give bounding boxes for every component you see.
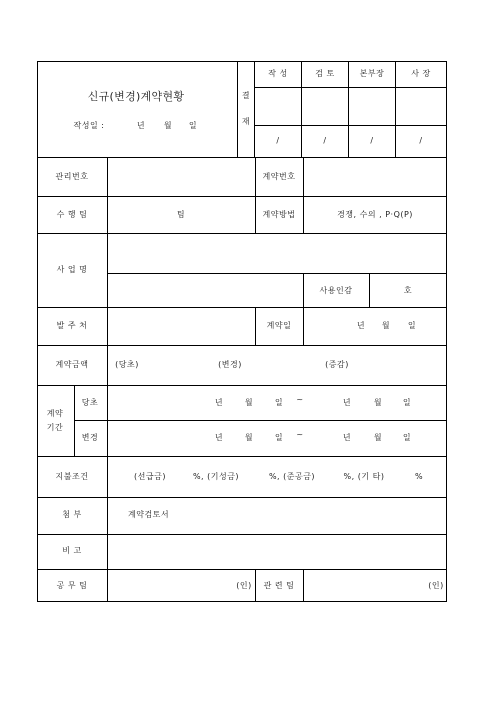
remark-label: 비 고	[62, 546, 82, 555]
approver-reviewer: 검 토	[315, 69, 335, 78]
approver-division-head: 본부장	[359, 69, 385, 78]
project-label: 사 업 명	[56, 265, 88, 274]
approval-slash: /	[323, 136, 327, 145]
date-year: 년	[136, 121, 146, 130]
contract-date-year: 년	[356, 321, 366, 330]
approval-label: 결	[241, 91, 251, 100]
divider	[37, 569, 447, 570]
method-value: 경쟁, 수의 , P·Q(P)	[337, 210, 413, 219]
seal-value: 호	[403, 286, 413, 295]
divider	[254, 61, 255, 157]
divider	[37, 196, 447, 197]
period-initial-start-year: 년	[214, 398, 224, 407]
contract-date-month: 월	[381, 321, 391, 330]
seal-label: 사용인감	[319, 286, 353, 295]
related-team-label: 관 련 팀	[263, 581, 295, 590]
divider	[37, 497, 447, 498]
divider	[237, 61, 238, 157]
period-initial-end-year: 년	[342, 398, 352, 407]
related-team-seal: (인)	[428, 581, 444, 590]
period-change-end-year: 년	[342, 433, 352, 442]
approver-writer: 작 성	[268, 69, 288, 78]
attach-label: 첨 부	[62, 510, 82, 519]
divider	[254, 87, 447, 88]
date-day: 일	[188, 121, 198, 130]
period-label: 계약	[46, 409, 64, 418]
divider	[369, 273, 370, 307]
method-label: 계약방법	[262, 210, 296, 219]
period-change-start-day: 일	[274, 433, 284, 442]
pay-label: 지불조건	[55, 472, 89, 481]
divider	[37, 307, 447, 308]
period-change-start-year: 년	[214, 433, 224, 442]
period-change-tilde: ~	[296, 430, 304, 439]
works-team-label: 공 무 팀	[56, 581, 88, 590]
approval-slash: /	[419, 136, 423, 145]
divider	[37, 345, 447, 346]
divider	[303, 569, 304, 602]
period-initial-label: 당초	[81, 398, 99, 407]
approval-slash: /	[276, 136, 280, 145]
contract-no-label: 계약번호	[262, 172, 296, 181]
pay-percent: %	[414, 472, 424, 481]
divider	[74, 420, 447, 421]
divider	[254, 125, 447, 126]
divider	[303, 273, 304, 307]
divider	[255, 157, 256, 233]
period-change-end-month: 월	[373, 433, 383, 442]
divider	[303, 307, 304, 345]
team-label: 수 행 팀	[56, 210, 88, 219]
period-initial-end-month: 월	[373, 398, 383, 407]
amount-label: 계약금액	[55, 360, 89, 369]
contract-date-day: 일	[407, 321, 417, 330]
divider	[37, 157, 447, 158]
contract-status-form	[37, 61, 447, 602]
date-label: 작성일 :	[73, 121, 105, 130]
period-label: 기간	[46, 423, 64, 432]
divider	[37, 233, 447, 234]
period-initial-tilde: ~	[296, 395, 304, 404]
approval-slash: /	[370, 136, 374, 145]
divider	[107, 273, 447, 274]
period-change-end-day: 일	[402, 433, 412, 442]
mgmt-no-label: 관리번호	[55, 172, 89, 181]
divider	[348, 61, 349, 157]
date-month: 월	[163, 121, 173, 130]
contract-date-label: 계약일	[266, 321, 292, 330]
form-title: 신규(변경)계약현황	[87, 90, 185, 103]
attach-value: 계약검토서	[128, 510, 170, 519]
period-initial-start-month: 월	[244, 398, 254, 407]
approver-president: 사 장	[411, 69, 431, 78]
period-change-label: 변경	[81, 433, 99, 442]
period-initial-end-day: 일	[402, 398, 412, 407]
divider	[37, 456, 447, 457]
divider	[37, 385, 447, 386]
period-change-start-month: 월	[244, 433, 254, 442]
amount-change: (변경)	[218, 360, 242, 369]
divider	[303, 157, 304, 233]
works-team-seal: (인)	[236, 581, 252, 590]
divider	[107, 157, 108, 602]
pay-other: %, (기 타)	[343, 472, 385, 481]
amount-diff: (증감)	[325, 360, 349, 369]
divider	[395, 61, 396, 157]
amount-initial: (당초)	[115, 360, 139, 369]
divider	[37, 534, 447, 535]
pay-advance: (선급금)	[134, 472, 166, 481]
period-initial-start-day: 일	[274, 398, 284, 407]
divider	[255, 569, 256, 602]
pay-completion: %, (준공금)	[268, 472, 316, 481]
divider	[74, 385, 75, 456]
divider	[301, 61, 302, 157]
divider	[255, 307, 256, 345]
approval-label: 재	[241, 117, 251, 126]
team-value: 팀	[176, 210, 186, 219]
pay-progress: %, (기성금)	[192, 472, 240, 481]
client-label: 발 주 처	[56, 321, 88, 330]
